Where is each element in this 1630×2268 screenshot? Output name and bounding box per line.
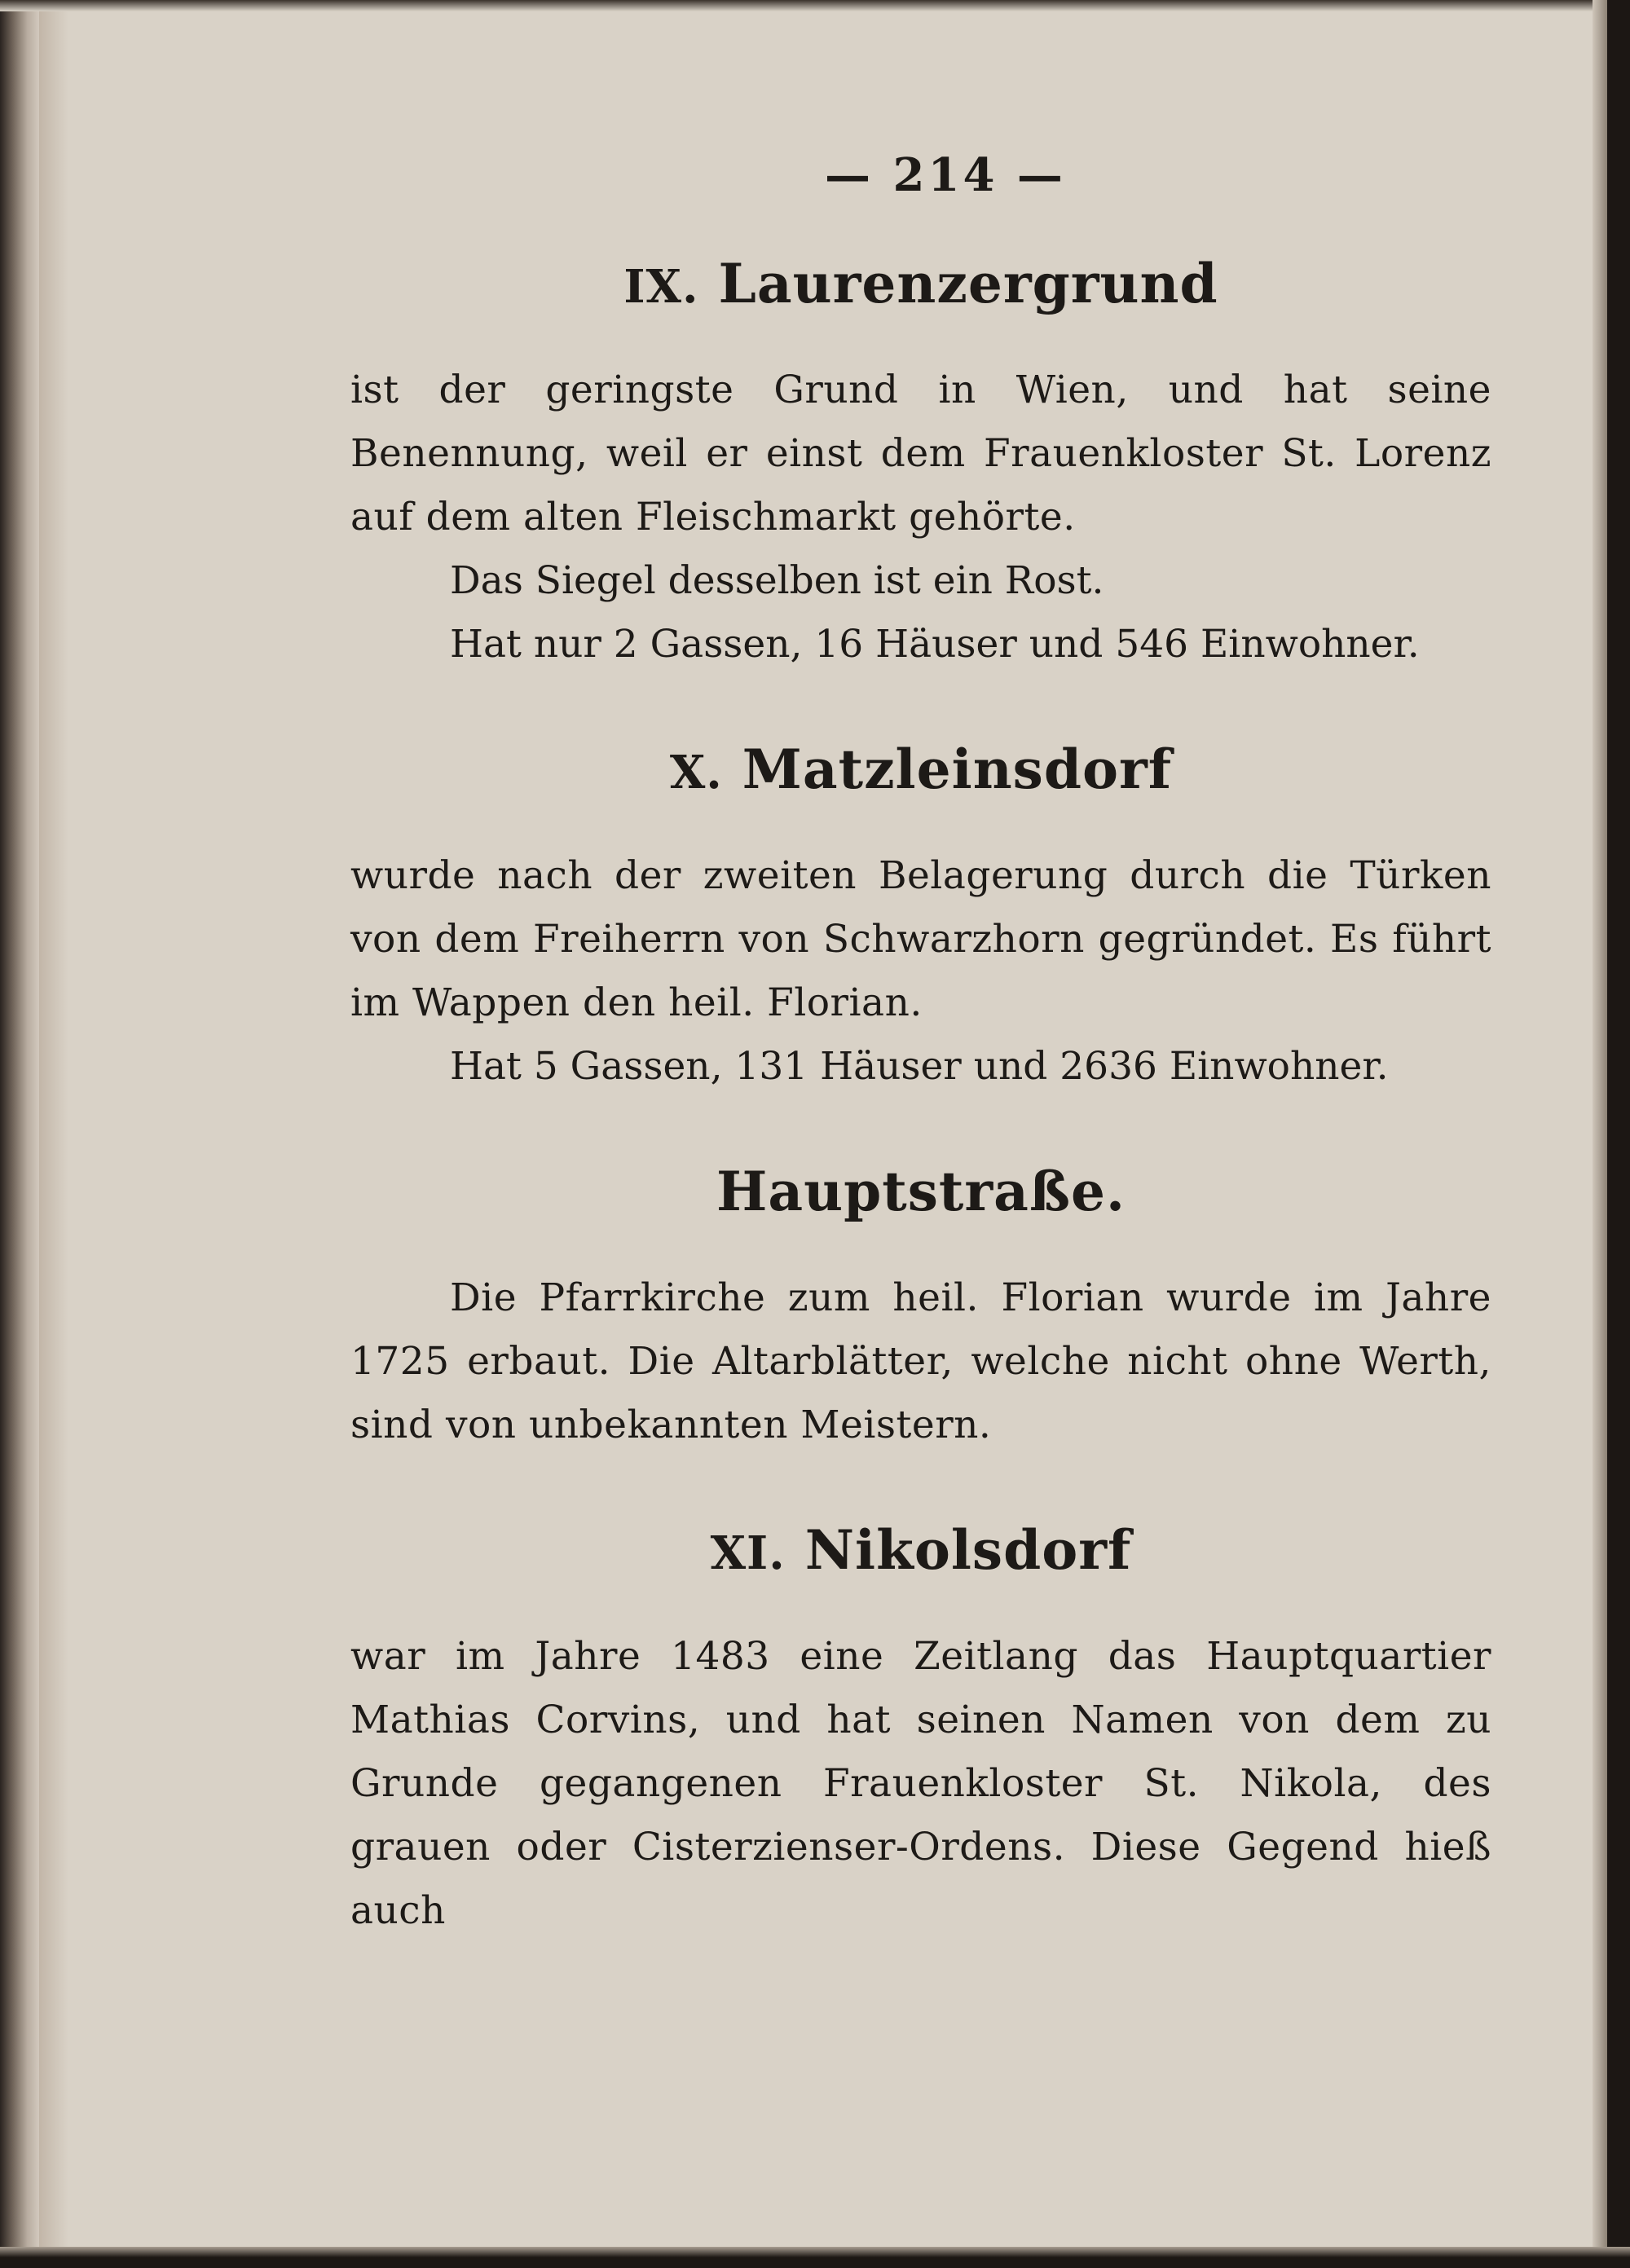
section-heading [350,1517,1491,1583]
book-binding-edge [0,0,39,2268]
page-bottom-edge [0,2247,1630,2268]
paragraph: Die Pfarrkirche zum heil. Florian wurde im Jahre 1725 erbaut. Die Altarblätter, welche nicht ohne Werth, sind von unbekannten Meistern. [350,1275,1491,1447]
section-title: Matzleinsdorf [742,738,1173,801]
section-numeral: X. [669,746,723,799]
page-right-shadow [1593,0,1607,2268]
page-top-edge [0,0,1630,11]
paragraph: wurde nach der zweiten Belagerung durch die Türken von dem Freiherrn von Schwarzhorn gegründet. Es führt im Wappen den heil. Florian. [350,853,1491,1025]
section-numeral: IX. [623,260,699,314]
section-heading [350,737,1491,802]
section-heading [350,251,1491,316]
section-title: Hauptstraße. [716,1160,1126,1223]
paragraph: ist der geringste Grund in Wien, und hat seine Benennung, weil er einst dem Frauenkloster St. Lorenz auf dem alten Fleischmarkt gehörte. [350,368,1491,539]
paragraph: war im Jahre 1483 eine Zeitlang das Hauptquartier Mathias Corvins, und hat seinen Namen von dem zu Grunde gegangenen Frauenkloster St. Nikola, des grauen oder Cisterzienser-Ordens. Diese Gegend hieß auch [350,1634,1491,1933]
subsection-heading [350,1159,1491,1224]
section-title: Nikolsdorf [804,1518,1132,1582]
section-numeral: XI. [710,1526,786,1580]
section-title: Laurenzergrund [718,252,1218,315]
paragraph: Das Siegel desselben ist ein Rost. [450,558,1104,603]
page-number: — 214 — [825,148,1066,202]
page-text [350,147,1491,1943]
paragraph: Hat 5 Gassen, 131 Häuser und 2636 Einwohner. [450,1044,1389,1089]
page-gutter [39,0,68,2268]
page-right-edge [1607,0,1630,2268]
paragraph: Hat nur 2 Gassen, 16 Häuser und 546 Einwohner. [450,622,1420,667]
